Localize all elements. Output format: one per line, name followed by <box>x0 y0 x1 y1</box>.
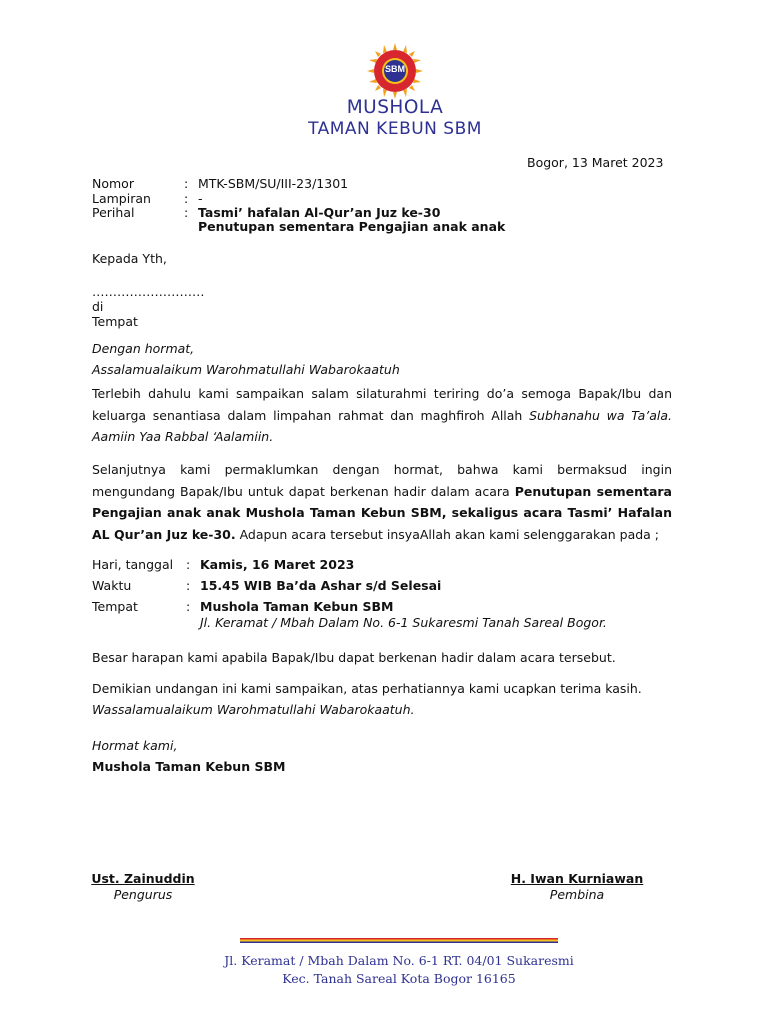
signature-role: Pengurus <box>113 887 173 902</box>
addressee-place: Tempat <box>92 314 138 329</box>
signature-pembina <box>502 871 652 902</box>
organization-logo <box>366 42 424 100</box>
signature-role: Pembina <box>549 887 605 902</box>
paragraph-invitation: Selanjutnya kami permaklumkan dengan hormat, bahwa kami bermaksud ingin mengundang Bapak/Ibu untuk dapat berkenan hadir dalam acara Penutupan sementara Pengajian anak anak Mushola Taman Kebun SBM, sekaligus acara Tasmi’ Hafalan AL Qur’an Juz ke-30. Adapun acara tersebut insyaAllah akan kami selenggarakan pada ; <box>92 462 672 542</box>
org-name-line1: MUSHOLA <box>346 97 444 118</box>
paragraph-hope: Besar harapan kami apabila Bapak/Ibu dapat berkenan hadir dalam acara tersebut. <box>92 650 616 665</box>
meta-lampiran: Lampiran : - <box>92 191 203 206</box>
event-date-row: Hari, tanggal : Kamis, 16 Maret 2023 <box>92 557 355 572</box>
closing-hormat: Hormat kami, <box>92 738 178 753</box>
footer-address-line1: Jl. Keramat / Mbah Dalam No. 6-1 RT. 04/01 Sukaresmi <box>224 953 574 968</box>
closing-salam: Wassalamualaikum Warohmatullahi Wabarokaatuh. <box>92 702 415 717</box>
event-place-row: Tempat : Mushola Taman Kebun SBM <box>92 599 394 614</box>
greeting-hormat: Dengan hormat, <box>92 341 195 356</box>
meta-perihal-line2: Penutupan sementara Pengajian anak anak <box>198 219 506 234</box>
meta-nomor: Nomor : MTK-SBM/SU/III-23/1301 <box>92 176 349 191</box>
event-address: Jl. Keramat / Mbah Dalam No. 6-1 Sukaresmi Tanah Sareal Bogor. <box>200 615 607 630</box>
addressee-di: di <box>92 299 104 314</box>
addressee-to: Kepada Yth, <box>92 251 167 266</box>
closing-org: Mushola Taman Kebun SBM <box>92 759 286 774</box>
logo-text: SBM <box>385 64 405 74</box>
org-name-line2: TAMAN KEBUN SBM <box>308 119 482 139</box>
greeting-salam: Assalamualaikum Warohmatullahi Wabarokaatuh <box>92 362 400 377</box>
signature-name: Ust. Zainuddin <box>91 871 195 886</box>
addressee-dots: ……………………… <box>92 284 205 299</box>
footer-color-bar <box>240 938 558 943</box>
footer-address-line2: Kec. Tanah Sareal Kota Bogor 16165 <box>282 971 516 986</box>
meta-perihal: Perihal : Tasmi’ hafalan Al-Qur’an Juz ke-30 <box>92 205 441 220</box>
signature-pengurus <box>78 871 208 902</box>
event-time-row: Waktu : 15.45 WIB Ba’da Ashar s/d Selesai <box>92 578 442 593</box>
signature-name: H. Iwan Kurniawan <box>510 871 644 886</box>
paragraph-opening: Terlebih dahulu kami sampaikan salam silaturahmi teriring do’a semoga Bapak/Ibu dan keluarga senantiasa dalam limpahan rahmat dan maghfiroh Allah Subhanahu wa Ta’ala. Aamiin Yaa Rabbal ‘Aalamiin. <box>92 386 673 444</box>
paragraph-thanks: Demikian undangan ini kami sampaikan, atas perhatiannya kami ucapkan terima kasih. <box>92 681 642 696</box>
letter-date: Bogor, 13 Maret 2023 <box>527 155 664 170</box>
